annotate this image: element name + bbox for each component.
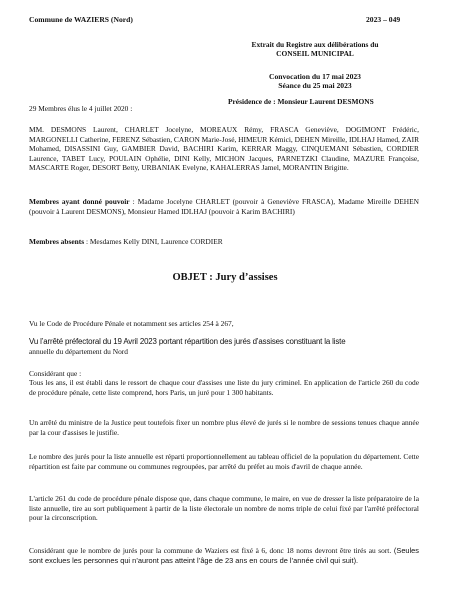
presidence: Présidence de : Monsieur Laurent DESMONS [228, 97, 374, 106]
paragraph-nombre-jures [29, 546, 419, 565]
members-elected: 29 Membres élus le 4 juillet 2020 : [29, 104, 133, 113]
members-absents [29, 237, 419, 247]
paragraph-repartition: Le nombre des jurés pour la liste annuelle est réparti proportionnellement au tableau officiel de la population du département. Cette répartition est faite par commune ou communes regroupées, par arrêté du préfet au mois d'avril de chaque année. [29, 452, 419, 471]
extract-line-2: CONSEIL MUNICIPAL [276, 49, 354, 58]
seance-date: Séance du 25 mai 2023 [278, 81, 352, 90]
paragraph-arrete-ministre: Un arrêté du ministre de la Justice peut toutefois fixer un nombre plus élevé de jurés si le nombre de sessions tenues chaque année par la cour d'assises le justifie. [29, 418, 419, 437]
convocation-block [220, 72, 410, 90]
objet-title: OBJET : Jury d’assises [172, 272, 278, 283]
members-pouvoir [29, 197, 419, 216]
nombre-jures-text: Considérant que le nombre de jurés pour la commune de Waziers est fixé à 6, donc 18 noms devront être tirés au sort. [29, 546, 392, 555]
deliberation-number: 2023 – 049 [366, 15, 401, 24]
pouvoir-label: Membres ayant donné pouvoir [29, 197, 130, 206]
vu-code-procedure: Vu le Code de Procédure Pénale et notamment ses articles 254 à 267, [29, 319, 234, 328]
extract-block [220, 40, 410, 58]
pouvoir-text: : Madame Jocelyne CHARLET (pouvoir à Geneviève FRASCA), Madame Mireille DEHEN (pouvoir à Laurent DESMONS), Monsieur Hamed IDLHAJ (pouvoir à Karim BACHIRI) [29, 197, 419, 216]
convocation-date: Convocation du 17 mai 2023 [269, 72, 361, 81]
vu-arrete-line-1: Vu l’arrêté préfectoral du 19 Avril 2023 portant répartition des jurés d’assises constituant la liste [29, 337, 346, 346]
exclusion-note: (Seules sont exclues les personnes qui n’auront pas atteint l’âge de 23 ans en cours de l’année civil qui suit). [29, 546, 419, 565]
paragraph-article-261: L'article 261 du code de procédure pénale dispose que, dans chaque commune, le maire, en vue de dresser la liste préparatoire de la liste annuelle, tire au sort publiquement à partir de la liste électorale un nombre de noms triple de celui fixé par l'arrêté préfectoral pour la circonscription. [29, 494, 419, 522]
extract-line-1: Extrait du Registre aux délibérations du [251, 40, 379, 49]
absents-label: Membres absents [29, 237, 85, 246]
members-list: MM. DESMONS Laurent, CHARLET Jocelyne, MOREAUX Rémy, FRASCA Geneviève, DOGIMONT Frédéric, MARGONELLI Catherine, FERENZ Sébastien, CARON Marie-José, HIMEUR Kémici, DEHEN Mireille, IDLHAJ Hamed, ZAIR Mohamed, DISASSINI Guy, GAMBIER David, BACHIRI Karim, KERRAR Maggy, CINQUEMANI Sébastien, CORDIER Laurence, TABET Lucy, POULAIN Ophélie, DINI Kelly, MICHON Jacques, PARNETZKI Claudine, MAZURE Françoise, MASCARTE Roger, DESORT Betty, URBANIAK Evelyne, KAHALERRAS Jamel, MORANTIN Brigitte. [29, 125, 419, 172]
absents-text: : Mesdames Kelly DINI, Laurence CORDIER [84, 237, 223, 246]
vu-arrete-prefectoral [29, 337, 424, 356]
commune-header: Commune de WAZIERS (Nord) [29, 15, 133, 24]
considerant-que: Considérant que : [29, 369, 82, 378]
paragraph-liste-jury: Tous les ans, il est établi dans le ressort de chaque cour d'assises une liste du jury criminel. En application de l'article 260 du code de procédure pénale, cette liste comprend, hors Paris, un juré pour 1 300 habitants. [29, 378, 419, 397]
vu-arrete-line-2: annuelle du département du Nord [29, 346, 128, 356]
